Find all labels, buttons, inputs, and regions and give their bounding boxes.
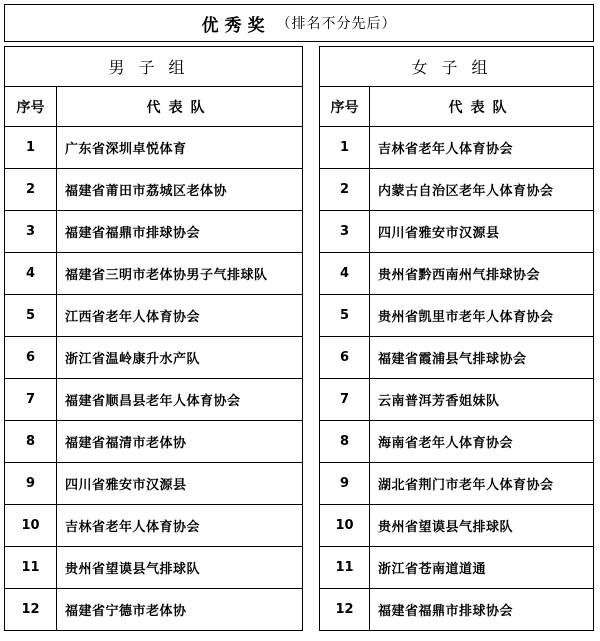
team-name: 福建省宁德市老体协	[57, 589, 303, 631]
team-name: 福建省三明市老体协男子气排球队	[57, 253, 303, 295]
team-name: 湖北省荆门市老年人体育协会	[370, 463, 594, 505]
table-row	[5, 211, 303, 253]
table-row	[5, 589, 303, 631]
table-row	[320, 547, 594, 589]
men-group-header: 男子组	[5, 47, 303, 87]
table-row	[320, 463, 594, 505]
team-name: 贵州省黔西南州气排球协会	[370, 253, 594, 295]
team-name: 内蒙古自治区老年人体育协会	[370, 169, 594, 211]
men-col-team-header: 代表队	[57, 87, 303, 127]
table-row	[320, 211, 594, 253]
row-number: 3	[5, 211, 57, 253]
row-number: 2	[5, 169, 57, 211]
team-name: 吉林省老年人体育协会	[57, 505, 303, 547]
row-number: 3	[320, 211, 370, 253]
team-name: 云南普洱芳香姐妹队	[370, 379, 594, 421]
team-name: 浙江省苍南道道通	[370, 547, 594, 589]
table-row	[5, 253, 303, 295]
table-row	[5, 127, 303, 169]
team-name: 贵州省凯里市老年人体育协会	[370, 295, 594, 337]
row-number: 9	[5, 463, 57, 505]
table-row	[320, 379, 594, 421]
team-name: 江西省老年人体育协会	[57, 295, 303, 337]
table-row	[320, 253, 594, 295]
row-number: 8	[320, 421, 370, 463]
table-row	[320, 337, 594, 379]
team-name: 贵州省望谟县气排球队	[370, 505, 594, 547]
men-col-num-header: 序号	[5, 87, 57, 127]
table-row	[320, 169, 594, 211]
team-name: 福建省霞浦县气排球协会	[370, 337, 594, 379]
team-name: 福建省福清市老体协	[57, 421, 303, 463]
team-name: 福建省福鼎市排球协会	[57, 211, 303, 253]
title-bar	[4, 4, 594, 42]
table-row	[320, 421, 594, 463]
table-row	[5, 379, 303, 421]
team-name: 贵州省望谟县气排球队	[57, 547, 303, 589]
row-number: 1	[5, 127, 57, 169]
row-number: 1	[320, 127, 370, 169]
team-name: 吉林省老年人体育协会	[370, 127, 594, 169]
table-row	[320, 127, 594, 169]
row-number: 6	[5, 337, 57, 379]
women-col-team-header: 代表队	[370, 87, 594, 127]
men-group-table	[4, 46, 303, 631]
row-number: 2	[320, 169, 370, 211]
team-name: 福建省福鼎市排球协会	[370, 589, 594, 631]
table-row	[5, 421, 303, 463]
table-row	[5, 169, 303, 211]
title-subtitle: （排名不分先后）	[276, 16, 397, 32]
title-main: 优秀奖	[201, 15, 271, 36]
team-name: 广东省深圳卓悦体育	[57, 127, 303, 169]
row-number: 11	[5, 547, 57, 589]
row-number: 6	[320, 337, 370, 379]
row-number: 5	[320, 295, 370, 337]
row-number: 8	[5, 421, 57, 463]
row-number: 10	[320, 505, 370, 547]
table-row	[320, 505, 594, 547]
table-row	[5, 463, 303, 505]
team-name: 福建省顺昌县老年人体育协会	[57, 379, 303, 421]
team-name: 福建省莆田市荔城区老体协	[57, 169, 303, 211]
table-row	[320, 295, 594, 337]
team-name: 四川省雅安市汉源县	[370, 211, 594, 253]
table-row	[5, 505, 303, 547]
women-group-header: 女子组	[320, 47, 594, 87]
team-name: 四川省雅安市汉源县	[57, 463, 303, 505]
row-number: 12	[5, 589, 57, 631]
row-number: 11	[320, 547, 370, 589]
table-row	[5, 547, 303, 589]
row-number: 12	[320, 589, 370, 631]
row-number: 4	[5, 253, 57, 295]
row-number: 4	[320, 253, 370, 295]
women-group-table	[319, 46, 594, 631]
team-name: 浙江省温岭康升水产队	[57, 337, 303, 379]
team-name: 海南省老年人体育协会	[370, 421, 594, 463]
women-col-num-header: 序号	[320, 87, 370, 127]
row-number: 5	[5, 295, 57, 337]
row-number: 7	[320, 379, 370, 421]
table-row	[5, 295, 303, 337]
table-row	[320, 589, 594, 631]
row-number: 9	[320, 463, 370, 505]
table-row	[5, 337, 303, 379]
row-number: 10	[5, 505, 57, 547]
row-number: 7	[5, 379, 57, 421]
